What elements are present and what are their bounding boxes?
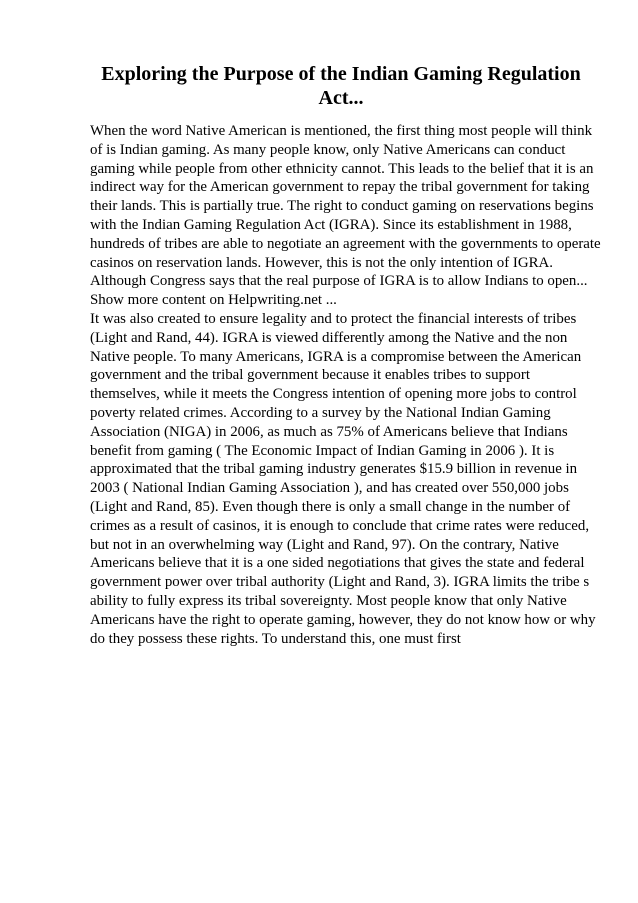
text-line: their lands. This is partially true. The right to conduct gaming on reservations begins — [90, 198, 594, 215]
text-line: but not in an overwhelming way (Light and Rand, 97). On the contrary, Native — [90, 536, 559, 553]
text-line: Association (NIGA) in 2006, as much as 75% of Americans believe that Indians — [90, 423, 568, 440]
text-line: benefit from gaming ( The Economic Impact of Indian Gaming in 2006 ). It is — [90, 442, 555, 459]
text-line: It was also created to ensure legality and to protect the financial interests of tribes — [90, 310, 577, 327]
text-line: government power over tribal authority (Light and Rand, 3). IGRA limits the tribe s — [90, 574, 590, 591]
body-text — [90, 122, 600, 648]
text-line: (Light and Rand, 85). Even though there is only a small change in the number of — [90, 498, 571, 515]
text-line: of is Indian gaming. As many people know, only Native Americans can conduct — [90, 141, 566, 158]
text-line: crimes as a result of casinos, it is enough to conclude that crime rates were reduced, — [90, 517, 590, 534]
title-line: Act... — [318, 87, 364, 109]
text-line: do they possess these rights. To understand this, one must first — [90, 630, 461, 647]
text-line: themselves, while it meets the Congress intention of opening more jobs to control — [90, 386, 577, 403]
text-line: government and the tribal government because it enables tribes to support — [90, 367, 530, 384]
title-line: Exploring the Purpose of the Indian Gaming Regulation — [101, 63, 581, 85]
text-line: poverty related crimes. According to a survey by the National Indian Gaming — [90, 404, 551, 421]
text-line: with the Indian Gaming Regulation Act (IGRA). Since its establishment in 1988, — [90, 216, 572, 233]
text-line: Native people. To many Americans, IGRA is a compromise between the American — [90, 348, 582, 365]
text-line: (Light and Rand, 44). IGRA is viewed differently among the Native and the non — [90, 329, 568, 346]
text-line: Americans have the right to operate gaming, however, they do not know how or why — [90, 611, 596, 628]
text-line: casinos on reservation lands. However, this is not the only intention of IGRA. — [90, 254, 554, 271]
text-line: Although Congress says that the real purpose of IGRA is to allow Indians to open... — [90, 273, 588, 290]
text-line: gaming while people from other ethnicity cannot. This leads to the belief that it is an — [90, 160, 594, 177]
text-line: ability to fully express its tribal sovereignty. Most people know that only Native — [90, 592, 567, 609]
text-line: hundreds of tribes are able to negotiate an agreement with the governments to operate — [90, 235, 601, 252]
show-more-text: Show more content on Helpwriting.net ... — [90, 292, 337, 309]
text-line: Americans believe that it is a one sided negotiations that gives the state and federal — [90, 555, 585, 572]
document-title — [90, 62, 592, 110]
text-line: When the word Native American is mentioned, the first thing most people will think — [90, 123, 593, 139]
text-line: approximated that the tribal gaming industry generates $15.9 billion in revenue in — [90, 461, 578, 478]
text-line: 2003 ( National Indian Gaming Association ), and has created over 550,000 jobs — [90, 480, 569, 497]
text-line: indirect way for the American government to repay the tribal government for taking — [90, 179, 590, 196]
